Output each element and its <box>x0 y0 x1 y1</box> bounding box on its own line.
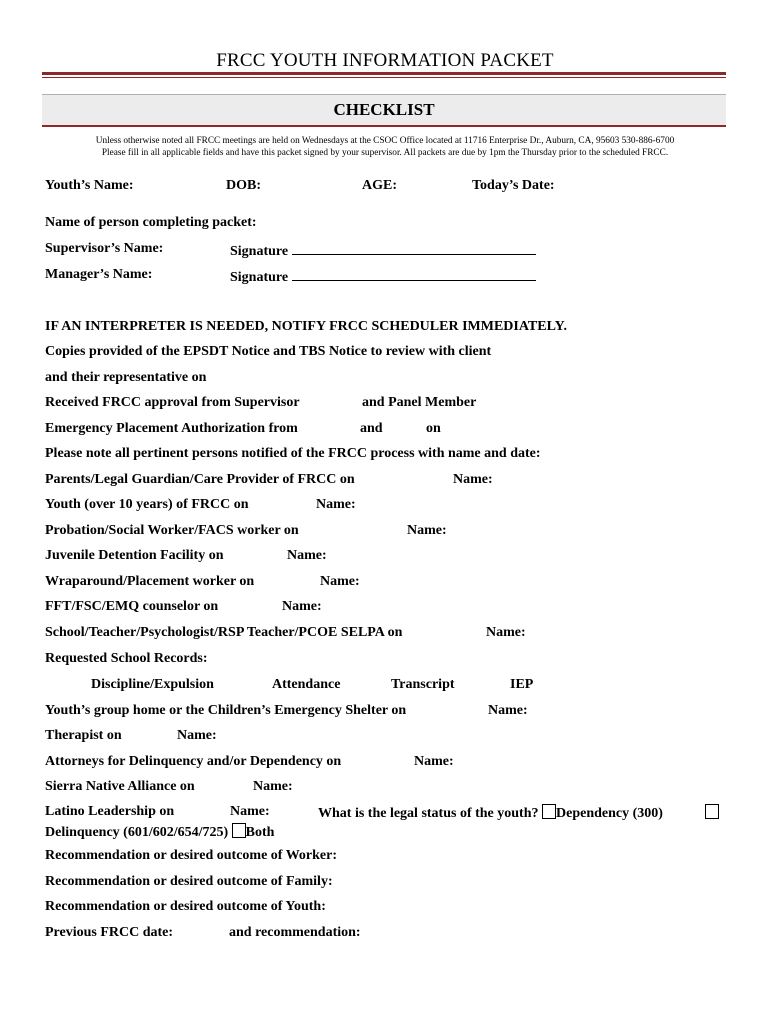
copies-provided-line2: and their representative on <box>45 370 207 385</box>
fft-name-label: Name: <box>282 599 322 614</box>
dob-label: DOB: <box>226 178 261 193</box>
meeting-note: Unless otherwise noted all FRCC meetings are held on Wednesdays at the CSOC Office located at 11716 Enterprise Dr., Auburn, CA, 95603 530-886-6700 <box>95 136 675 146</box>
notify-all-heading: Please note all pertinent persons notified of the FRCC process with name and date: <box>45 446 541 461</box>
on-label: on <box>426 421 441 436</box>
page-title: FRCC YOUTH INFORMATION PACKET <box>216 50 554 71</box>
signature-label: Signature <box>230 270 289 285</box>
age-label: AGE: <box>362 178 397 193</box>
legal-status-text: What is the legal status of the youth? <box>318 806 539 821</box>
signature-line[interactable] <box>292 241 536 255</box>
supervisor-signature-field[interactable] <box>230 241 536 260</box>
both-checkbox[interactable] <box>232 823 246 838</box>
and-recommendation-label: and recommendation: <box>229 925 361 940</box>
therapist-name-label: Name: <box>177 728 217 743</box>
delinquency-row <box>45 823 274 841</box>
todays-date-label: Today’s Date: <box>472 178 555 193</box>
manager-signature-field[interactable] <box>230 267 536 286</box>
juvenile-name-label: Name: <box>287 548 327 563</box>
signature-line[interactable] <box>292 267 536 281</box>
legal-status-question <box>318 804 663 822</box>
school-name-label: Name: <box>486 625 526 640</box>
record-transcript: Transcript <box>391 677 455 692</box>
dependency-extra-checkbox[interactable] <box>705 804 719 819</box>
and-label: and <box>360 421 383 436</box>
wraparound-name-label: Name: <box>320 574 360 589</box>
title-rule-thick <box>42 72 726 75</box>
record-discipline: Discipline/Expulsion <box>91 677 214 692</box>
rec-family-label: Recommendation or desired outcome of Family: <box>45 874 333 889</box>
sierra-label: Sierra Native Alliance on <box>45 779 195 794</box>
previous-date-label: Previous FRCC date: <box>45 925 174 940</box>
group-home-name-label: Name: <box>488 703 528 718</box>
dependency-label: Dependency (300) <box>556 806 663 821</box>
school-label: School/Teacher/Psychologist/RSP Teacher/PCOE SELPA on <box>45 625 403 640</box>
parents-label: Parents/Legal Guardian/Care Provider of FRCC on <box>45 472 355 487</box>
deadline-note: Please fill in all applicable fields and have this packet signed by your supervisor. All packets are due by 1pm the Thursday prior to the scheduled FRCC. <box>101 148 669 158</box>
requested-records-label: Requested School Records: <box>45 651 208 666</box>
signature-label: Signature <box>230 244 289 259</box>
rec-worker-label: Recommendation or desired outcome of Worker: <box>45 848 338 863</box>
checklist-heading: CHECKLIST <box>42 94 726 127</box>
juvenile-label: Juvenile Detention Facility on <box>45 548 224 563</box>
emergency-placement-label: Emergency Placement Authorization from <box>45 421 298 436</box>
youth-name-field-label: Name: <box>316 497 356 512</box>
latino-name-label: Name: <box>230 804 270 819</box>
group-home-label: Youth’s group home or the Children’s Emergency Shelter on <box>45 703 407 718</box>
title-rule-thin <box>42 77 726 78</box>
attorneys-name-label: Name: <box>414 754 454 769</box>
rec-youth-label: Recommendation or desired outcome of Youth: <box>45 899 326 914</box>
record-attendance: Attendance <box>272 677 341 692</box>
supervisor-name-label: Supervisor’s Name: <box>45 241 164 256</box>
youth-over-10-label: Youth (over 10 years) of FRCC on <box>45 497 249 512</box>
interpreter-notice: IF AN INTERPRETER IS NEEDED, NOTIFY FRCC SCHEDULER IMMEDIATELY. <box>45 319 567 334</box>
youth-name-label: Youth’s Name: <box>45 178 134 193</box>
dependency-checkbox[interactable] <box>542 804 556 819</box>
delinquency-label: Delinquency (601/602/654/725) <box>45 825 229 840</box>
both-label: Both <box>245 825 275 840</box>
wraparound-label: Wraparound/Placement worker on <box>45 574 255 589</box>
received-approval-label: Received FRCC approval from Supervisor <box>45 395 300 410</box>
therapist-label: Therapist on <box>45 728 122 743</box>
probation-label: Probation/Social Worker/FACS worker on <box>45 523 299 538</box>
fft-label: FFT/FSC/EMQ counselor on <box>45 599 219 614</box>
latino-label: Latino Leadership on <box>45 804 175 819</box>
copies-provided-line1: Copies provided of the EPSDT Notice and TBS Notice to review with client <box>45 344 492 359</box>
probation-name-label: Name: <box>407 523 447 538</box>
parents-name-label: Name: <box>453 472 493 487</box>
person-completing-label: Name of person completing packet: <box>45 215 257 230</box>
dependency-extra-checkbox-wrap <box>705 804 719 822</box>
sierra-name-label: Name: <box>253 779 293 794</box>
record-iep: IEP <box>510 677 534 692</box>
panel-member-label: and Panel Member <box>362 395 477 410</box>
attorneys-label: Attorneys for Delinquency and/or Dependency on <box>45 754 342 769</box>
manager-name-label: Manager’s Name: <box>45 267 153 282</box>
